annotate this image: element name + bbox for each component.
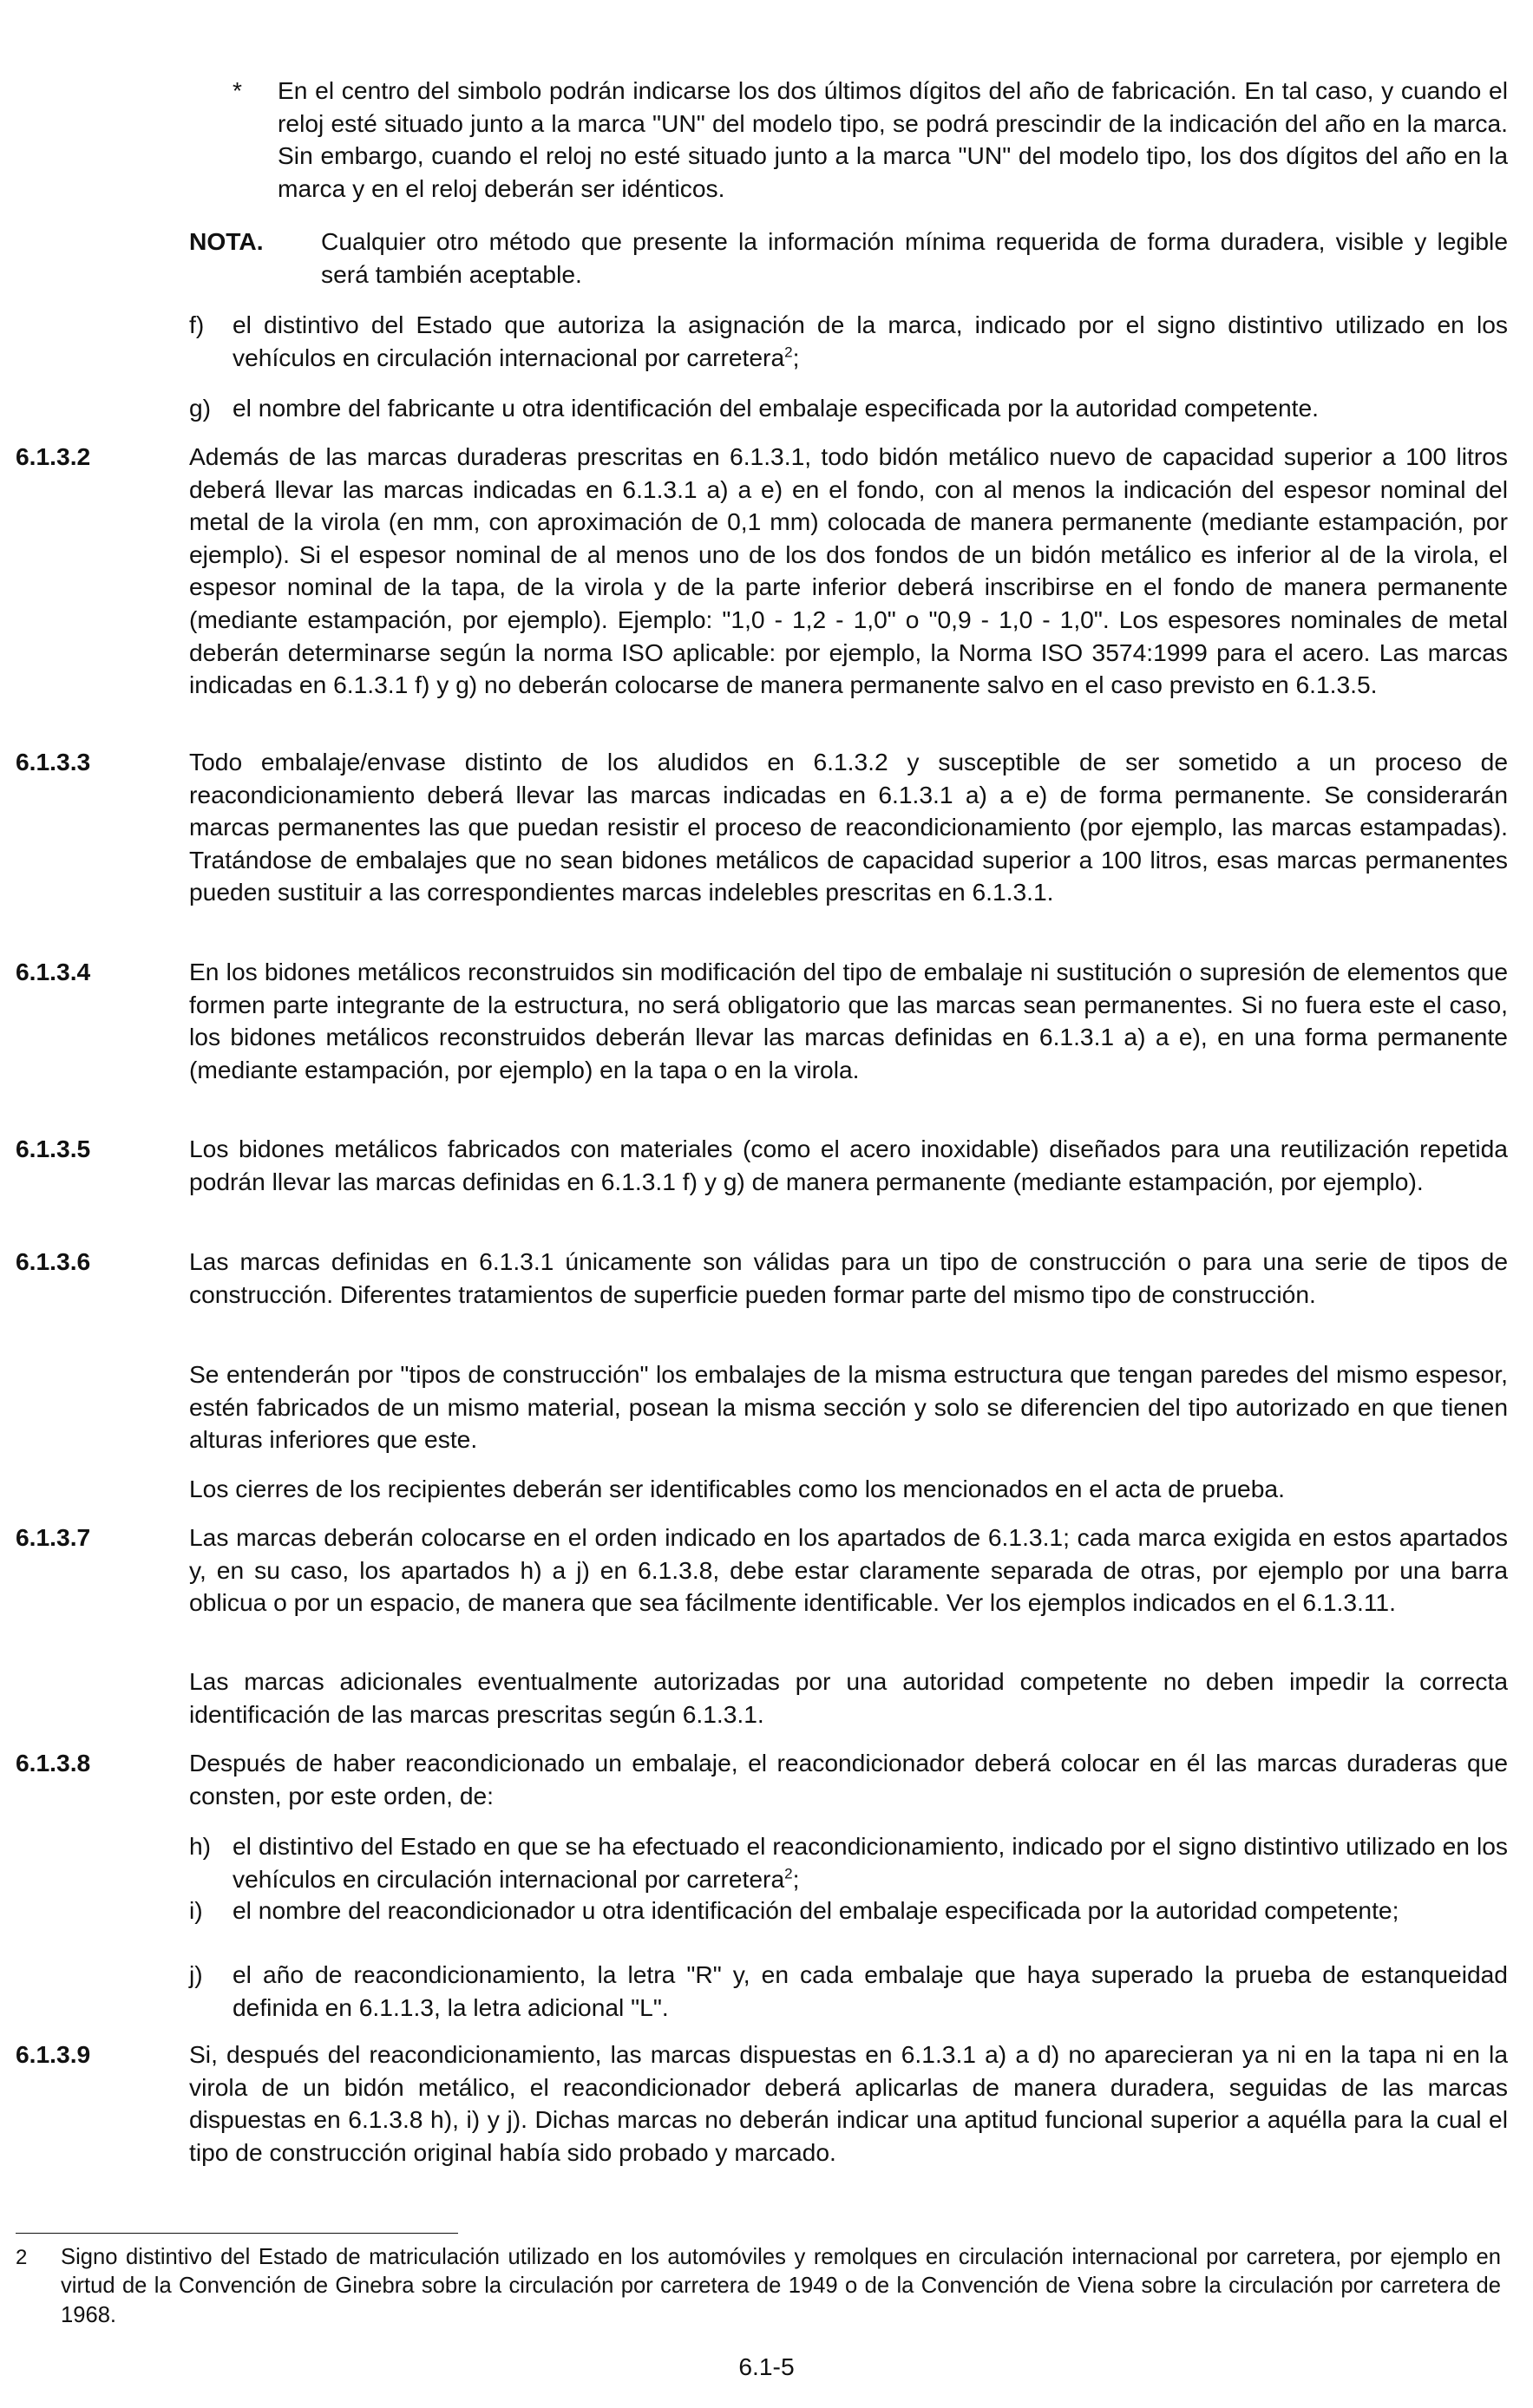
section-number: 6.1.3.6 [16,1247,91,1275]
page-number: 6.1-5 [738,2352,795,2380]
section-text: Se entenderán por "tipos de construcción" los embalajes de la misma estructura que tengan paredes del mismo espesor, estén fabricados de un mismo material, posean la misma sección y solo se diferencien del tipo autorizado en que tienen alturas inferiores que este. [189,1360,1508,1454]
item-i-text: el nombre del reacondicionador u otra identificación del embalaje especificada por la autoridad competente; [233,1896,1399,1924]
footnote-text: Signo distintivo del Estado de matriculación utilizado en los automóviles y remolques en circulación internacional por carretera, por ejemplo en virtud de la Convención de Ginebra sobre la circulación por carretera de 1949 o de la Convención de Viena sobre la circulación por carretera de 1968. [61,2245,1501,2327]
item-j-label: j) [189,1960,203,1988]
section-number: 6.1.3.7 [16,1523,91,1551]
asterisk-marker: * [233,76,242,104]
section-text: Todo embalaje/envase distinto de los aludidos en 6.1.3.2 y susceptible de ser sometido a un proceso de reacondicionamiento deberá llevar las marcas indicadas en 6.1.3.1 a) a e) de forma permanente. Se considerarán marcas permanentes las que puedan resistir el proceso de reacondicionamiento (por ejemplo, las marcas estampadas). Tratándose de embalajes que no sean bidones metálicos de capacidad superior a 100 litros, esas marcas permanentes pueden sustituir a las correspondientes marcas indelebles prescritas en 6.1.3.1. [189,748,1508,906]
section-text: Si, después del reacondicionamiento, las marcas dispuestas en 6.1.3.1 a) a d) no aparecieran ya ni en la tapa ni en la virola de un bidón metálico, el reacondicionador deberá aplicarlas de manera duradera, seguidas de las marcas dispuestas en 6.1.3.8 h), i) y j). Dichas marcas no deberán indicar una aptitud funcional superior a aquélla para la cual el tipo de construcción original había sido probado y marcado. [189,2040,1508,2166]
footnote-number: 2 [16,2246,28,2269]
section-text: Además de las marcas duraderas prescritas en 6.1.3.1, todo bidón metálico nuevo de capacidad superior a 100 litros deberá llevar las marcas indicadas en 6.1.3.1 a) a e) en el fondo, con al menos la indicación del espesor nominal del metal de la virola (en mm, con aproximación de 0,1 mm) colocada de manera permanente (mediante estampación, por ejemplo). Si el espesor nominal de al menos uno de los dos fondos de un bidón metálico es inferior al de la virola, el espesor nominal de la tapa, de la virola y de la parte inferior deberá inscribirse en el fondo de manera permanente (mediante estampación, por ejemplo). Ejemplo: "1,0 - 1,2 - 1,0" o "0,9 - 1,0 - 1,0". Los espesores nominales de metal deberán determinarse según la norma ISO aplicable: por ejemplo, la Norma ISO 3574:1999 para el acero. Las marcas indicadas en 6.1.3.1 f) y g) no deberán colocarse de manera permanente salvo en el caso previsto en 6.1.3.5. [189,442,1508,699]
section-text: Las marcas definidas en 6.1.3.1 únicamente son válidas para un tipo de construcción o para una serie de tipos de construcción. Diferentes tratamientos de superficie pueden formar parte del mismo tipo de construcción. [189,1247,1508,1308]
item-g-label: g) [189,394,212,422]
asterisk-note: En el centro del simbolo podrán indicarse los dos últimos dígitos del año de fabricación. En tal caso, y cuando el reloj esté situado junto a la marca "UN" del modelo tipo, se podrá prescindir de la indicación del año en la marca. Sin embargo, cuando el reloj no esté situado junto a la marca "UN" del modelo tipo, los dos dígitos del año en la marca y en el reloj deberán ser idénticos. [278,76,1508,202]
item-j-text: el año de reacondicionamiento, la letra "R" y, en cada embalaje que haya superado la prueba de estanqueidad definida en 6.1.1.3, la letra adicional "L". [233,1960,1508,2021]
section-text: Después de haber reacondicionado un embalaje, el reacondicionador deberá colocar en él las marcas duraderas que consten, por este orden, de: [189,1749,1508,1809]
item-i-label: i) [189,1896,203,1924]
section-number: 6.1.3.2 [16,442,91,470]
item-f-label: f) [189,311,205,338]
item-h-label: h) [189,1832,212,1860]
section-text: En los bidones metálicos reconstruidos sin modificación del tipo de embalaje ni sustitución o supresión de elementos que formen parte integrante de la estructura, no será obligatorio que las marcas sean permanentes. Si no fuera este el caso, los bidones metálicos reconstruidos deberán llevar las marcas definidas en 6.1.3.1 a) a e), en una forma permanente (mediante estampación, por ejemplo) en la tapa o en la virola. [189,958,1508,1083]
section-number: 6.1.3.9 [16,2040,91,2068]
nota-label: NOTA. [189,227,264,255]
item-g-text: el nombre del fabricante u otra identificación del embalaje especificada por la autoridad competente. [233,394,1319,422]
section-number: 6.1.3.8 [16,1749,91,1777]
item-f-text: el distintivo del Estado que autoriza la asignación de la marca, indicado por el signo distintivo utilizado en los vehículos en circulación internacional por carretera$^2$; [233,311,1508,371]
section-number: 6.1.3.4 [16,958,91,985]
item-h-text: el distintivo del Estado en que se ha efectuado el reacondicionamiento, indicado por el signo distintivo utilizado en los vehículos en circulación internacional por carretera$^2$; [233,1832,1508,1893]
nota-text: Cualquier otro método que presente la información mínima requerida de forma duradera, visible y legible será también aceptable. [321,227,1508,288]
section-text: Las marcas adicionales eventualmente autorizadas por una autoridad competente no deben impedir la correcta identificación de las marcas prescritas según 6.1.3.1. [189,1667,1508,1728]
section-number: 6.1.3.3 [16,748,91,775]
section-text: Las marcas deberán colocarse en el orden indicado en los apartados de 6.1.3.1; cada marca exigida en estos apartados y, en su caso, los apartados h) a j) en 6.1.3.8, debe estar claramente separada de otras, por ejemplo por una barra oblicua o por un espacio, de manera que sea fácilmente identificable. Ver los ejemplos indicados en el 6.1.3.11. [189,1523,1508,1617]
footnote-separator [16,2233,458,2234]
section-text: Los bidones metálicos fabricados con materiales (como el acero inoxidable) diseñados para una reutilización repetida podrán llevar las marcas definidas en 6.1.3.1 f) y g) de manera permanente (mediante estampación, por ejemplo). [189,1135,1508,1195]
section-text: Los cierres de los recipientes deberán ser identificables como los mencionados en el acta de prueba. [189,1475,1285,1502]
section-number: 6.1.3.5 [16,1135,91,1162]
